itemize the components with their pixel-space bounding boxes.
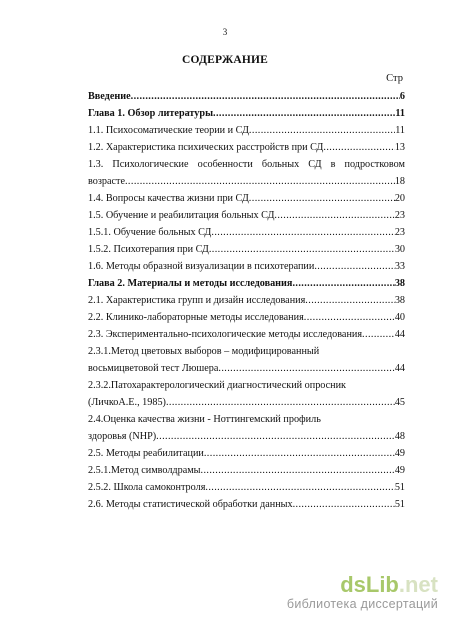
toc-entry-page: 45 <box>394 397 405 408</box>
dot-leader <box>249 122 395 139</box>
toc-entry <box>88 445 405 462</box>
toc-entry-page: 49 <box>394 448 405 459</box>
toc-entry <box>88 139 405 156</box>
toc-entry-page: 6 <box>399 91 405 102</box>
dot-leader <box>323 139 394 156</box>
toc-entry-title-line1: 2.3.1.Метод цветовых выборов – модифицированный <box>88 346 320 357</box>
toc-entry-page: 51 <box>394 482 405 493</box>
dot-leader <box>249 190 395 207</box>
dot-leader <box>211 224 394 241</box>
toc-entry-title: здоровья (NHP) <box>88 431 157 442</box>
toc-entry <box>88 105 405 122</box>
dot-leader <box>362 326 395 343</box>
logo-main-text: dsLib <box>340 572 399 597</box>
toc-entry <box>88 241 405 258</box>
toc-entry <box>88 275 405 292</box>
toc-entry-page: 38 <box>394 278 405 289</box>
toc-entry-title: 2.6. Методы статистической обработки данных <box>88 499 293 510</box>
toc-entry <box>88 88 405 105</box>
dslib-watermark <box>287 574 438 612</box>
toc-entry <box>88 326 405 343</box>
toc-entry-title: Введение <box>88 91 131 102</box>
page-number: 3 <box>222 27 228 37</box>
toc-entry-page: 23 <box>394 227 405 238</box>
dot-leader <box>292 275 394 292</box>
toc-entry-title: 2.5.1.Метод символдрамы <box>88 465 201 476</box>
toc-entry <box>88 173 405 190</box>
toc-entry-page: 30 <box>394 244 405 255</box>
dot-leader <box>305 292 395 309</box>
toc-entry-page: 18 <box>394 176 405 187</box>
toc-entry-page: 48 <box>394 431 405 442</box>
watermark-subtitle: библиотека диссертаций <box>286 597 438 611</box>
toc-entry-title: (ЛичкоА.Е., 1985) <box>88 397 166 408</box>
toc-entry-title: 2.2. Клинико-лабораторные методы исследования <box>88 312 304 323</box>
toc-entry-page: 11 <box>395 125 405 136</box>
toc-entry-title: 1.6. Методы образной визуализации в психотерапии <box>88 261 315 272</box>
toc-entry <box>88 428 405 445</box>
dot-leader <box>218 360 394 377</box>
toc-entry-page: 38 <box>394 295 405 306</box>
toc-entry-title: 1.1. Психосоматические теории и СД <box>88 125 249 136</box>
toc-entry <box>88 462 405 479</box>
toc-entry <box>88 309 405 326</box>
toc-entry <box>88 496 405 513</box>
toc-entry <box>88 190 405 207</box>
toc-entry <box>88 292 405 309</box>
dot-leader <box>205 479 394 496</box>
document-title: СОДЕРЖАНИЕ <box>181 54 269 66</box>
toc-entry-page: 23 <box>394 210 405 221</box>
toc-entry-page: 11 <box>395 108 405 119</box>
toc-entry <box>88 207 405 224</box>
toc-entry-page: 49 <box>394 465 405 476</box>
dot-leader <box>293 496 395 513</box>
toc-entry <box>88 122 405 139</box>
toc-entry-title: 1.5.2. Психотерапия при СД <box>88 244 209 255</box>
toc-entry-page: 33 <box>394 261 405 272</box>
toc-entry-page: 44 <box>394 363 405 374</box>
dot-leader <box>201 462 395 479</box>
toc-entry-title: 2.5. Методы реабилитации <box>88 448 204 459</box>
toc-entry-title-line1: 1.3. Психологические особенности больных СД в подростковом <box>88 159 405 170</box>
toc-entry <box>88 479 405 496</box>
toc-entry-title: 1.2. Характеристика психических расстройств при СД <box>88 142 324 153</box>
dot-leader <box>213 105 395 122</box>
toc-entry-title: Глава 2. Материалы и методы исследования <box>88 278 293 289</box>
toc-entry-title: 2.1. Характеристика групп и дизайн исследования <box>88 295 306 306</box>
toc-entry-page: 20 <box>394 193 405 204</box>
toc-entry-page: 44 <box>394 329 405 340</box>
toc-entry-title: Глава 1. Обзор литературы <box>88 108 214 119</box>
toc-entry-page: 51 <box>394 499 405 510</box>
logo-domain-text: .net <box>398 572 438 597</box>
toc-entry <box>88 360 405 377</box>
dot-leader <box>166 394 395 411</box>
page-column-header: Стр <box>386 73 403 84</box>
toc-entry-page: 13 <box>394 142 405 153</box>
toc-entry-title: 2.3. Экспериментально-психологические методы исследования <box>88 329 363 340</box>
toc-entry <box>88 394 405 411</box>
toc-entry <box>88 258 405 275</box>
dot-leader <box>274 207 394 224</box>
toc-entry-title: возрасте <box>88 176 125 187</box>
toc-entry-title-line1: 2.3.2.Патохарактерологический диагностический опросник <box>88 380 347 391</box>
dot-leader <box>304 309 395 326</box>
toc-entry-page: 40 <box>394 312 405 323</box>
toc-entry-title: 1.5. Обучение и реабилитация больных СД <box>88 210 275 221</box>
toc-entry-title: 1.5.1. Обучение больных СД <box>88 227 212 238</box>
toc-entry-title-line1: 2.4.Оценка качества жизни - Ноттингемский профиль <box>88 414 321 425</box>
dot-leader <box>131 88 400 105</box>
dot-leader <box>125 173 395 190</box>
dot-leader <box>156 428 395 445</box>
toc-entry <box>88 224 405 241</box>
toc-entry-title: 1.4. Вопросы качества жизни при СД <box>88 193 249 204</box>
toc-entry-title: 2.5.2. Школа самоконтроля <box>88 482 206 493</box>
table-of-contents <box>88 88 405 513</box>
dslib-logo <box>287 574 438 596</box>
dot-leader <box>204 445 395 462</box>
toc-entry-title: восьмицветовой тест Люшера <box>88 363 219 374</box>
dot-leader <box>314 258 395 275</box>
dot-leader <box>209 241 395 258</box>
